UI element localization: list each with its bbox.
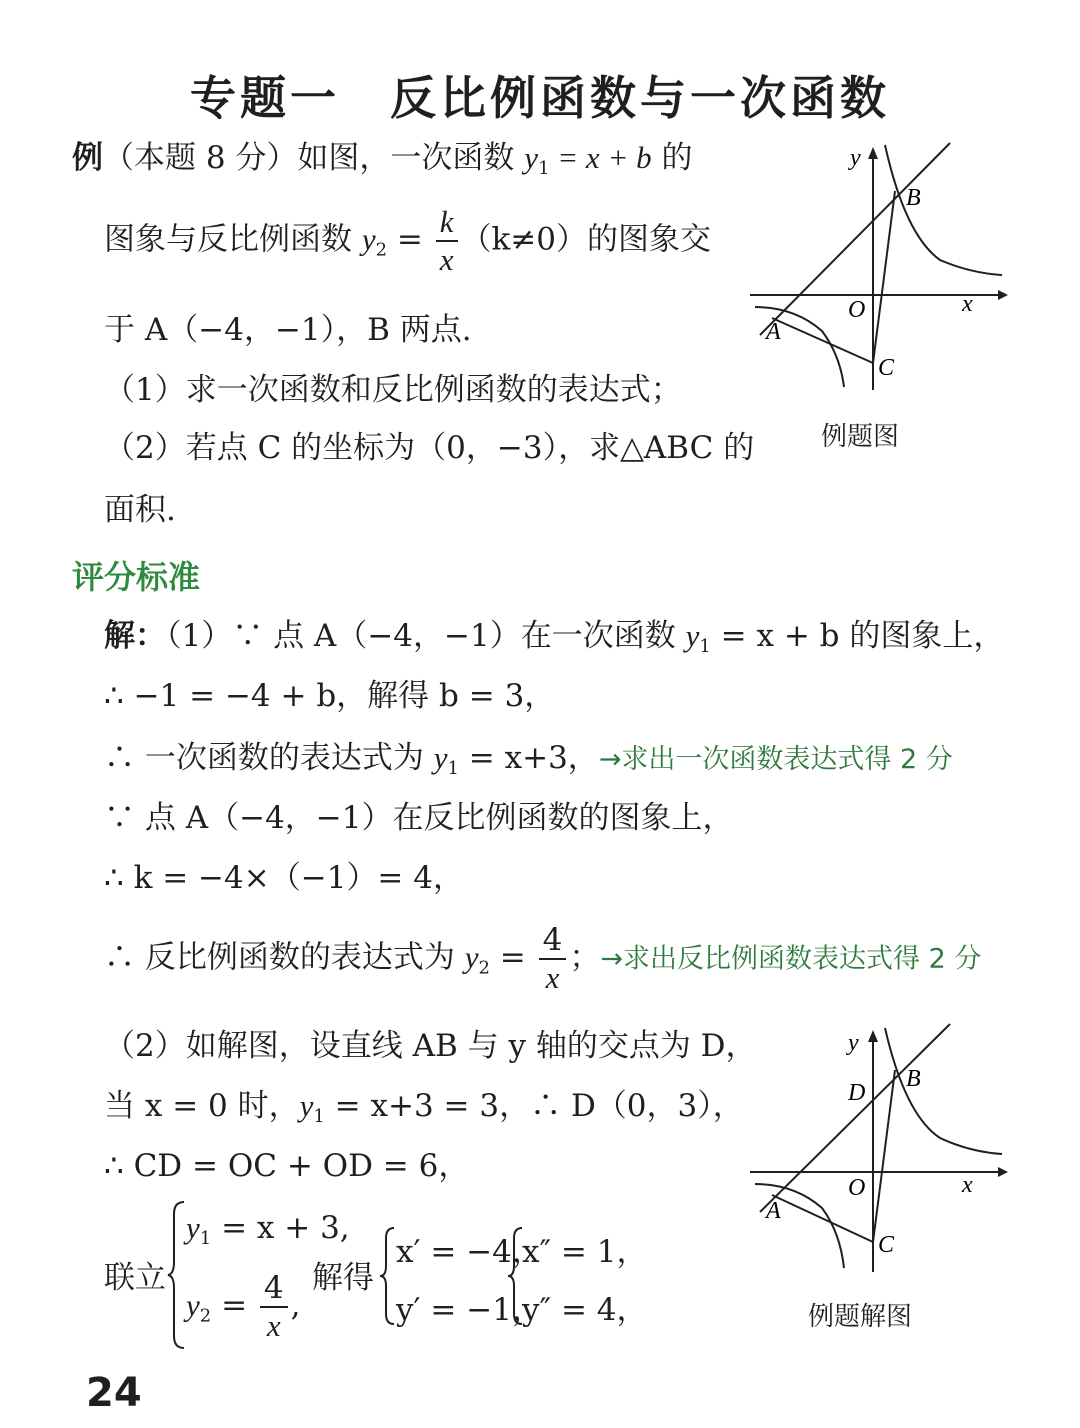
- solution-2-x: x″ = 1，: [522, 1234, 648, 1270]
- solution-2-y: y″ = 4，: [522, 1292, 648, 1328]
- question-1: （1）求一次函数和反比例函数的表达式；: [104, 372, 682, 408]
- solution-line-5: ∴ k = −4×（−1）= 4，: [104, 860, 464, 896]
- label-b: B: [906, 185, 921, 211]
- scoring-heading: 评分标准: [72, 558, 201, 596]
- solution-line-9: ∴ CD = OC + OD = 6，: [104, 1148, 470, 1184]
- example-figure-caption: 例题图: [820, 422, 899, 452]
- page-number: 24: [86, 1370, 142, 1416]
- solution-line-4: ∵ 点 A（−4，−1）在反比例函数的图象上，: [104, 800, 734, 836]
- label-a: A: [766, 319, 781, 345]
- solution-line-8: 当 x = 0 时，$y_1 = x+3 = 3$，∴ D（0，3），: [104, 1088, 744, 1127]
- brace-left-1: [166, 1200, 186, 1350]
- system-eq-1: $y_1 = x + 3$,: [186, 1210, 350, 1249]
- solution-line-1: 解：（1）∵ 点 A（−4，−1）在一次函数 $y_1 = x + b$ 的图象上，: [104, 618, 1005, 657]
- system-eq-2: $y_2$ = $\frac{4}{x}$ ,: [186, 1270, 301, 1343]
- solution-1-y: y′ = −1，: [396, 1292, 543, 1328]
- label-d: D: [848, 1080, 866, 1106]
- label-c: C: [878, 355, 895, 381]
- hyperbola-branch-lower: [755, 1184, 844, 1268]
- example-line-3: 于 A（−4，−1），B 两点.: [104, 312, 472, 348]
- example-line-2: 图象与反比例函数 $y_2$ = $\frac{k}{x}$ （k≠0）的图象交: [104, 204, 712, 277]
- example-label: 例: [72, 140, 103, 176]
- fraction-4-over-x-system: $\frac{4}{x}$: [260, 1270, 288, 1344]
- brace-left-2: [378, 1226, 396, 1326]
- example-line-1: 例（本题 8 分）如图，一次函数 $y_1 = x + b$ 的: [72, 140, 693, 179]
- solution-label: 解：: [104, 618, 166, 654]
- y-axis-arrow: [868, 147, 878, 159]
- x-axis-arrow: [998, 1167, 1008, 1177]
- x-axis-arrow: [998, 290, 1008, 300]
- solution-line-6: ∴ 反比例函数的表达式为 $y_2$ = $\frac{4}{x}$ ；→求出反比例函数表达式得 2 分: [104, 922, 982, 995]
- score-note-1: →求出一次函数表达式得 2 分: [598, 744, 953, 775]
- label-y: y: [850, 145, 861, 171]
- label-o: O: [848, 297, 866, 323]
- label-a: A: [766, 1198, 781, 1224]
- solution-line-3: ∴ 一次函数的表达式为 $y_1 = x+3$，→求出一次函数表达式得 2 分: [104, 740, 953, 779]
- solution-1-x: x′ = −4，: [396, 1234, 543, 1270]
- fraction-k-over-x: $\frac{k}{x}$: [436, 204, 458, 278]
- segment-ac: [772, 318, 873, 363]
- label-y: y: [848, 1030, 859, 1056]
- label-o: O: [848, 1175, 866, 1201]
- fraction-4-over-x: $\frac{4}{x}$: [539, 922, 567, 996]
- solve-label: 解得: [312, 1260, 374, 1296]
- label-x: x: [962, 291, 973, 317]
- y-axis-arrow: [868, 1030, 878, 1042]
- score-note-2: →求出反比例函数表达式得 2 分: [600, 943, 982, 975]
- solution-line-2: ∴ −1 = −4 + b，解得 b = 3，: [104, 678, 556, 714]
- solution-figure-caption: 例题解图: [807, 1302, 912, 1332]
- question-2-cont: 面积.: [104, 492, 176, 528]
- label-b: B: [906, 1066, 921, 1092]
- example-figure: [740, 135, 1020, 395]
- system-label: 联立: [104, 1260, 166, 1296]
- hyperbola-branch-upper: [885, 145, 1002, 275]
- segment-ac: [772, 1195, 873, 1242]
- hyperbola-branch-upper: [885, 1028, 1002, 1154]
- label-x: x: [962, 1172, 973, 1198]
- page-title: 专题一 反比例函数与一次函数: [190, 71, 890, 125]
- question-2: （2）若点 C 的坐标为（0，−3），求△ABC 的: [104, 430, 755, 466]
- label-c: C: [878, 1232, 895, 1258]
- solution-line-7: （2）如解图，设直线 AB 与 y 轴的交点为 D，: [104, 1028, 757, 1064]
- solution-figure: [740, 1020, 1020, 1280]
